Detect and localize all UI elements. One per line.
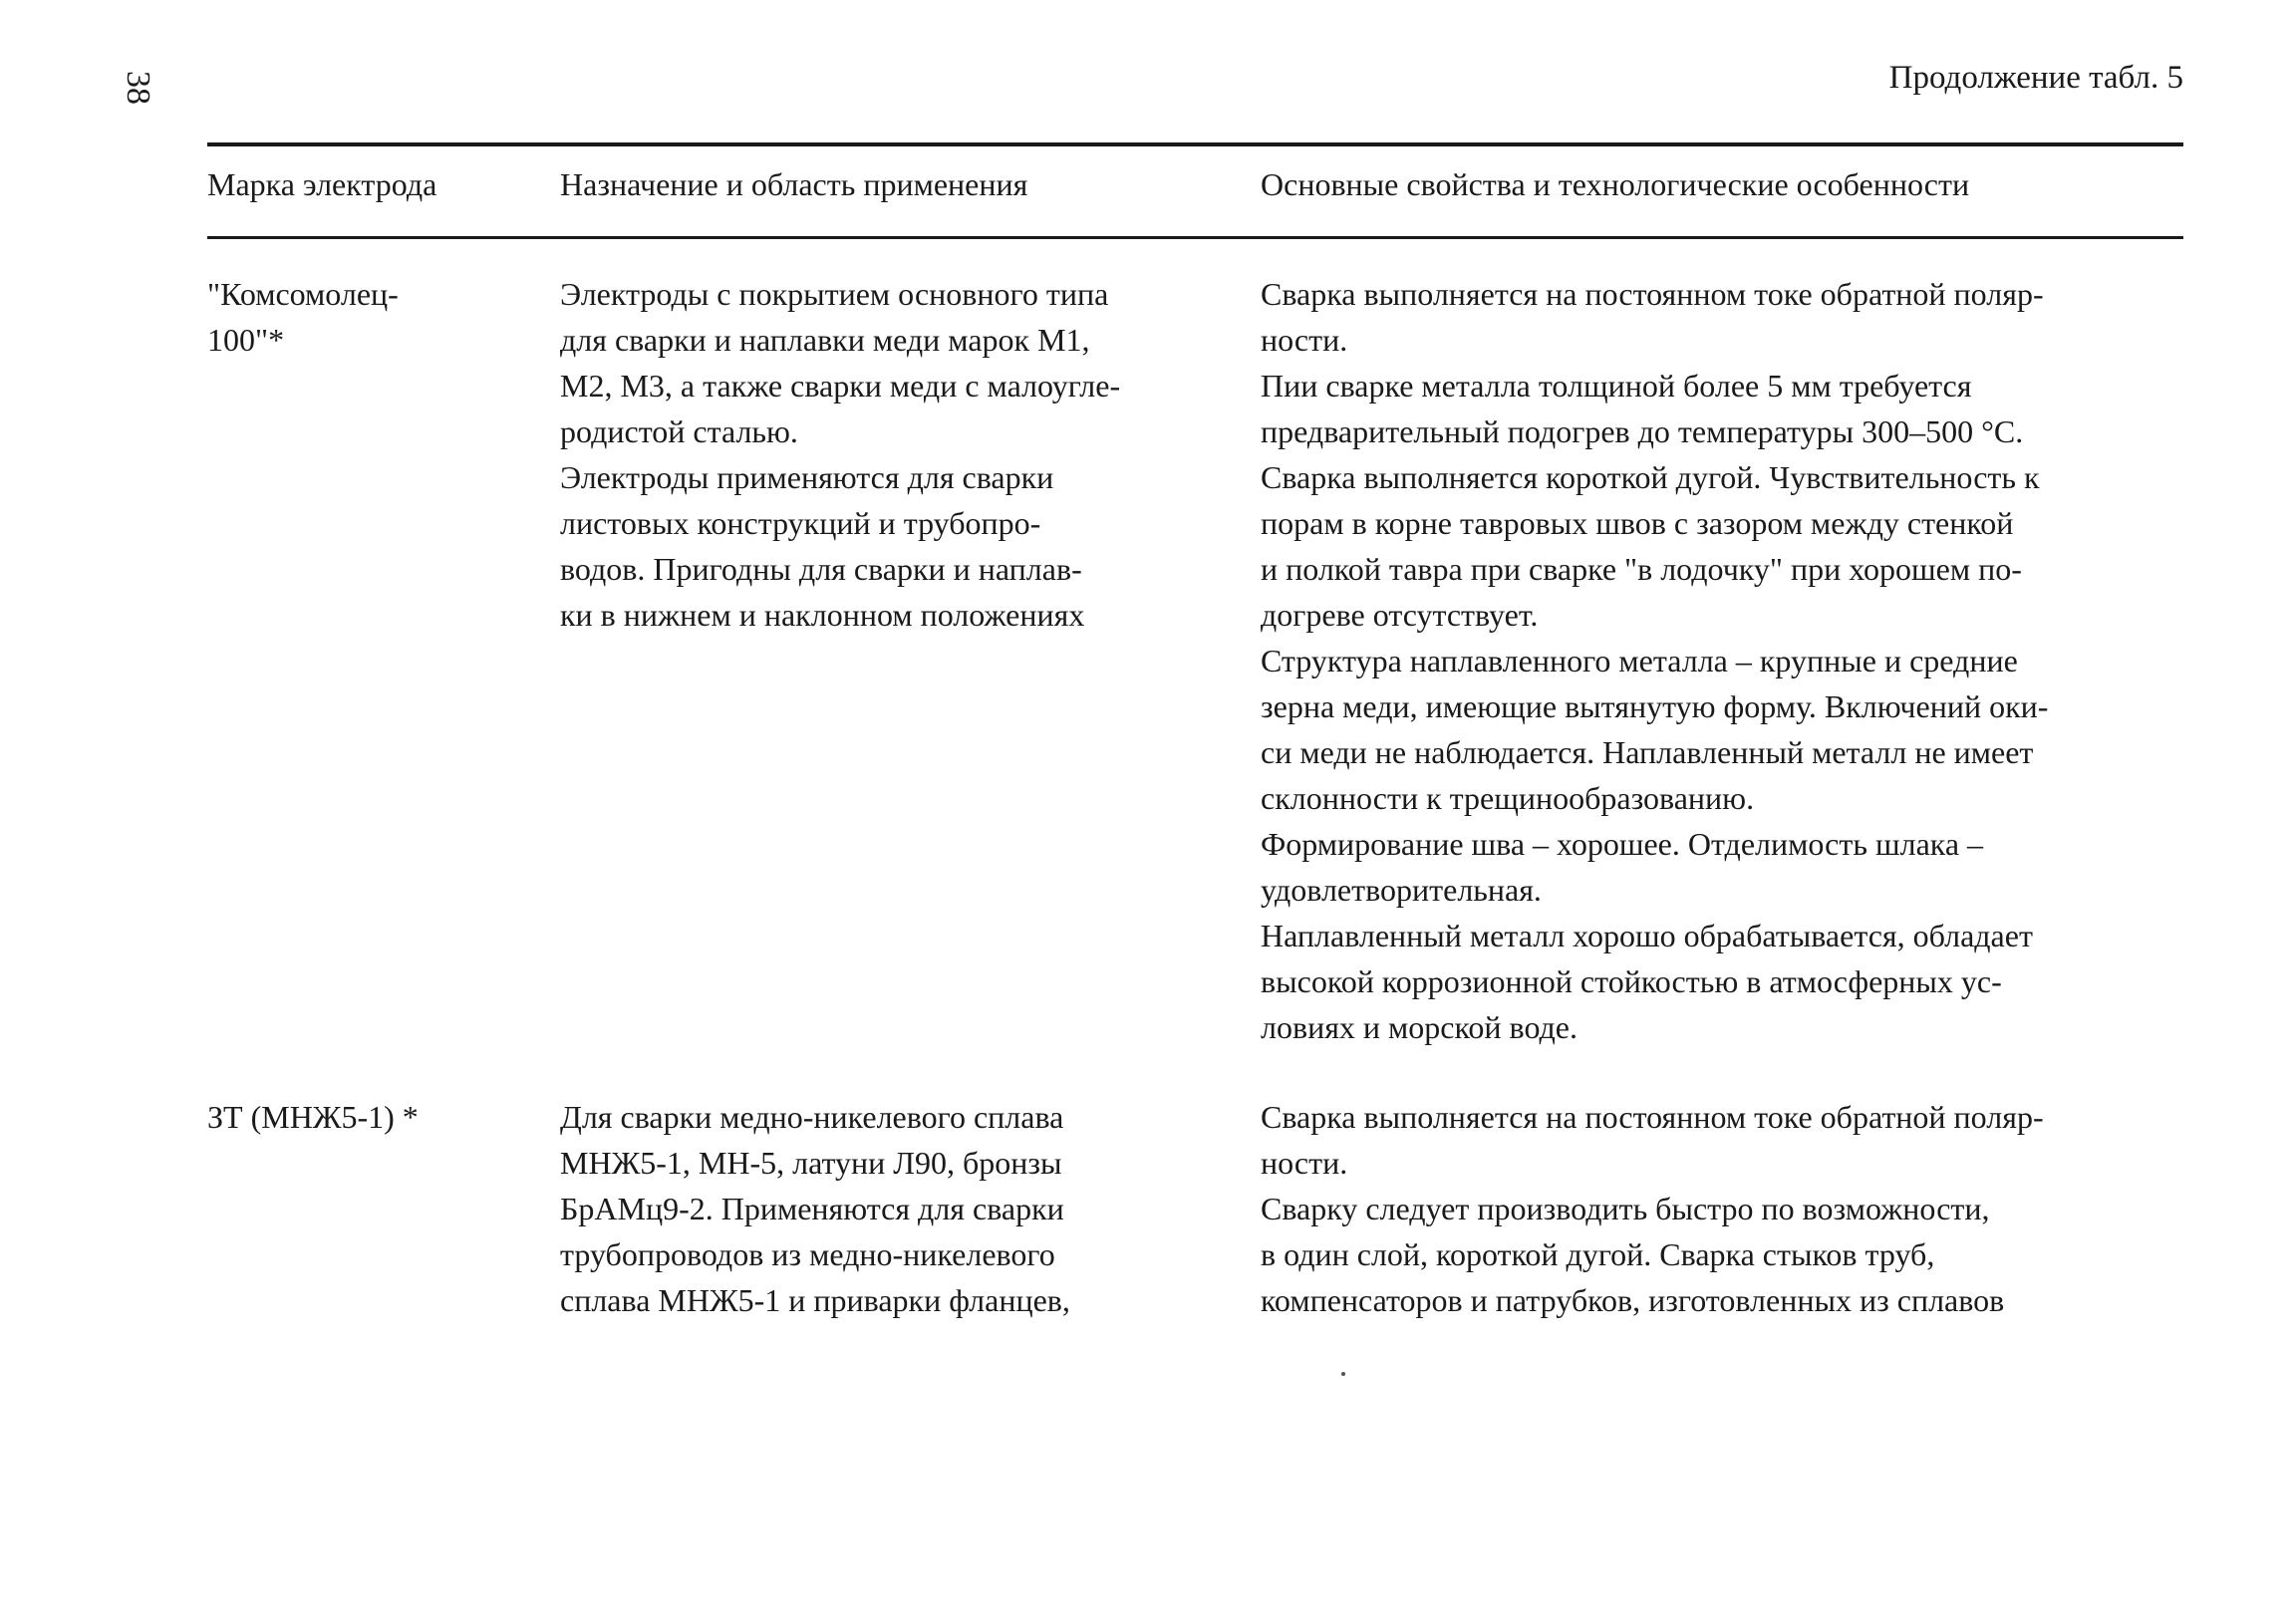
brand-text: "Комсомолец- 100"*: [207, 276, 399, 358]
table-top-rule: [207, 142, 2183, 146]
table-continuation-caption: Продолжение табл. 5: [1888, 60, 2183, 96]
table-row-1-purpose: [560, 271, 1208, 638]
properties-paragraph: Структура наплавленного металла – крупные и средние зерна меди, имеющие вытянутую форму. Включений оки- си меди не наблюдается. Наплавленный металл не имеет склонности к трещинообразованию.: [1261, 643, 2049, 816]
column-header-purpose: Назначение и область применения: [560, 166, 1028, 202]
purpose-paragraph: Электроды применяются для сварки листовых конструкций и трубопро- водов. Пригодны для сварки и наплав- ки в нижнем и наклонном положениях: [560, 459, 1085, 633]
properties-paragraph: Наплавленный металл хорошо обрабатывается, обладает высокой коррозионной стойкостью в атмосферных ус- ловиях и морской воде.: [1261, 918, 2033, 1045]
properties-paragraph: Формирование шва – хорошее. Отделимость шлака – удовлетворительная.: [1261, 826, 1984, 908]
table-header-rule: [207, 236, 2183, 239]
table-row-2-properties: [1261, 1094, 2183, 1323]
brand-text: ЗТ (МНЖ5-1) *: [207, 1099, 419, 1135]
purpose-paragraph: Электроды с покрытием основного типа для сварки и наплавки меди марок М1, М2, М3, а также сварки меди с малоугле- родистой сталью.: [560, 276, 1121, 449]
page-number: 38: [120, 71, 156, 105]
table-row-2-brand: [207, 1094, 526, 1140]
properties-paragraph: Сварка выполняется короткой дугой. Чувствительность к порам в корне тавровых швов с зазором между стенкой и полкой тавра при сварке "в лодочку" при хорошем по- догреве отсутствует.: [1261, 459, 2040, 633]
properties-paragraph: Сварку следует производить быстро по возможности, в один слой, короткой дугой. Сварка стыков труб, компенсаторов и патрубков, изготовленных из сплавов: [1261, 1191, 2005, 1318]
table-row-2-purpose: [560, 1094, 1208, 1323]
properties-paragraph: Сварка выполняется на постоянном токе обратной поляр- ности.: [1261, 276, 2044, 358]
purpose-paragraph: Для сварки медно-никелевого сплава МНЖ5-1, МН-5, латуни Л90, бронзы БрАМц9-2. Применяются для сварки трубопроводов из медно-никелевого сплава МНЖ5-1 и приварки фланцев,: [560, 1099, 1070, 1318]
properties-paragraph: Сварка выполняется на постоянном токе обратной поляр- ности.: [1261, 1099, 2044, 1181]
table-row-1-brand: [207, 271, 526, 363]
properties-paragraph: Пии сварке металла толщиной более 5 мм требуется предварительный подогрев до температуры 300–500 °С.: [1261, 368, 2024, 449]
table-row-1-properties: [1261, 271, 2183, 1050]
column-header-electrode-brand: Марка электрода: [207, 166, 437, 202]
scan-speck: [1341, 1372, 1345, 1376]
column-header-properties: Основные свойства и технологические особенности: [1261, 166, 1970, 202]
